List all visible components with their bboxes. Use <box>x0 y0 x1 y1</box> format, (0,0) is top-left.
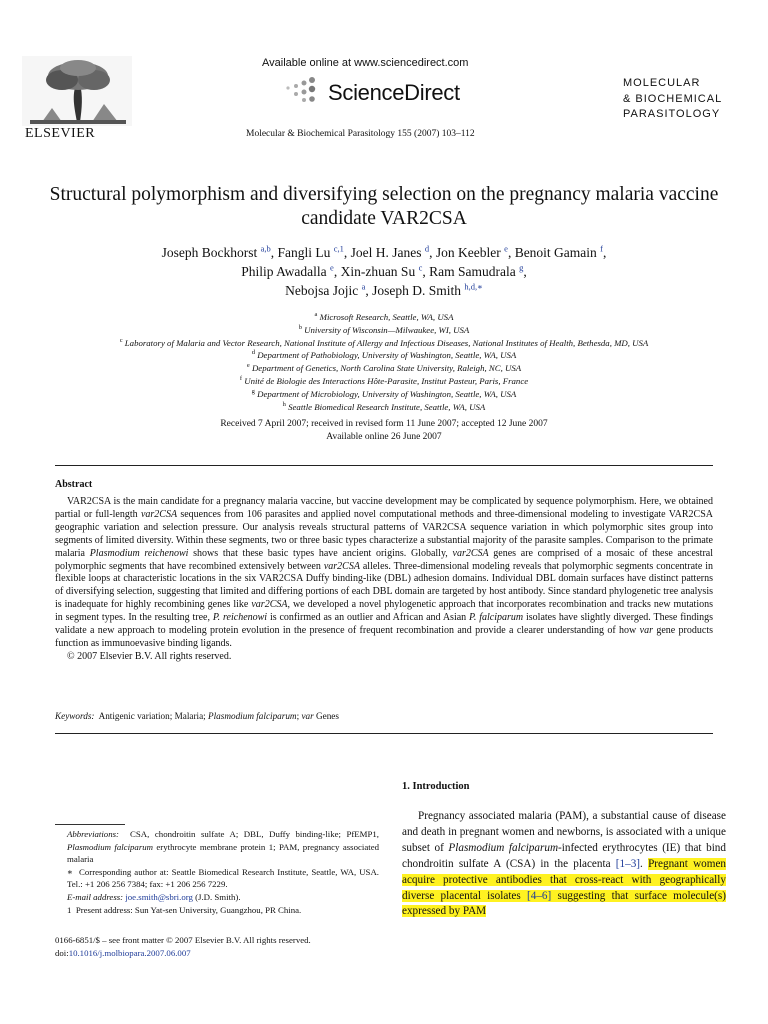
author-name: Philip Awadalla <box>241 264 331 279</box>
affiliation-line <box>20 311 748 324</box>
affiliation-list <box>20 311 748 413</box>
keywords-value: Antigenic variation; Malaria; Plasmodium falciparum; var Genes <box>98 711 339 721</box>
email-link[interactable]: joe.smith@sbri.org <box>125 891 193 902</box>
author-name: Jon Keebler <box>435 245 505 260</box>
affiliation-mark: c <box>119 336 123 344</box>
footnote-mark: 1 <box>67 904 72 915</box>
keywords-label: Keywords: <box>55 711 95 721</box>
footnote-rule <box>55 824 125 825</box>
highlight-text: Pregnant women acquire protective antibodies that cross-react with geographically diverse placental isolates <box>402 857 727 902</box>
footnote-email <box>55 891 379 904</box>
issn-line: 0166-6851/$ – see front matter © 2007 Elsevier B.V. All rights reserved. <box>55 935 311 945</box>
divider-top <box>55 465 713 466</box>
author-name: Benoit Gamain <box>514 245 601 260</box>
divider-bottom <box>55 733 713 734</box>
author-separator: , <box>333 264 341 279</box>
footnote-abbreviations <box>55 828 379 866</box>
affiliation-mark: e <box>246 362 250 370</box>
affiliation-line <box>20 349 748 362</box>
author-separator: , <box>603 245 607 260</box>
abstract-text: VAR2CSA is the main candidate for a pregnancy malaria vaccine, but vaccine development may be complicated by sequence polymorphism. Here, we obtained partial or full-length var2CSA sequences from 106 parasites and applied novel computational methods and three-dimensional modeling to investigate VAR2CSA geographic variation and selection pressure. Our analysis reveals structural patterns of VAR2CSA sequence variation in which polymorphic sites group into segments of limited diversity. Within these segments, two or three basic types characterize a substantial majority of the parasite samples. Comparison to the primate malaria Plasmodium reichenowi shows that these basic types have ancient origins. Globally, var2CSA genes are comprised of a mosaic of these ancestral polymorphic segments that have recombined extensively between var2CSA alleles. Three-dimensional modeling reveals that polymorphic segments concentrate in flexible loops at characteristic locations in the six VAR2CSA Duffy binding-like (DBL) adhesion domains. Individual DBL domain surfaces have distinct patterns of diversifying selection, suggesting that limited and differing portions of each DBL domain are targeted by host antibody. Since standard phylogenetic tree analysis is inadequate for highly recombining genes like var2CSA, we developed a novel phylogenetic approach that incorporates recombination and tracks new mutations in segment types. In the resulting tree, P. reichenowi is confirmed as an outlier and African and Asian P. falciparum isolates have slightly diverged. These findings validate a new approach to modeling protein evolution in the presence of frequent recombination and provide a clearer understanding of how var gene products function as immunoevasive binding ligands. <box>55 496 714 649</box>
doi-label: doi: <box>55 947 69 958</box>
footnote-mark: ∗ <box>67 866 73 877</box>
author-name: Ram Samudrala <box>429 264 520 279</box>
affiliation-text: Department of Microbiology, University of Washington, Seattle, WA, USA <box>254 388 517 399</box>
abstract-body <box>55 496 713 664</box>
affiliation-line <box>20 388 748 401</box>
affiliation-mark: b <box>298 323 302 331</box>
author-affiliation-mark[interactable]: c,1 <box>333 243 344 254</box>
footnote-label: Abbreviations: <box>67 829 119 839</box>
author-affiliation-mark[interactable]: h,d,∗ <box>464 281 483 292</box>
affiliation-line <box>20 362 748 375</box>
author-name: Xin-zhuan Su <box>340 264 419 279</box>
affiliation-text: Department of Pathobiology, University of Washington, Seattle, WA, USA <box>255 350 517 361</box>
affiliation-text: University of Wisconsin—Milwaukee, WI, USA <box>301 324 470 335</box>
author-affiliation-mark[interactable]: e <box>504 243 508 254</box>
journal-name-line: & BIOCHEMICAL <box>623 92 723 105</box>
author-separator: , <box>523 264 527 279</box>
footnote-corresponding <box>55 866 379 891</box>
journal-citation: Molecular & Biochemical Parasitology 155 (2007) 103–112 <box>246 129 475 139</box>
available-online-text[interactable]: Available online at www.sciencedirect.com <box>262 57 469 69</box>
author-affiliation-mark[interactable]: g <box>519 262 524 273</box>
author-name: Nebojsa Jojic <box>285 283 362 298</box>
section-heading-introduction: 1. Introduction <box>402 781 470 792</box>
author-affiliation-mark[interactable]: f <box>600 243 604 254</box>
author-separator: , <box>429 245 436 260</box>
affiliation-line <box>20 375 748 388</box>
author-separator: , <box>365 283 373 298</box>
journal-name-line: MOLECULAR <box>623 77 701 89</box>
introduction-body <box>402 809 726 920</box>
intro-text: Pregnancy associated malaria (PAM), a substantial cause of disease and death in pregnant women and newborns, is associated with a unique subset of <box>402 810 726 854</box>
bottom-info <box>55 934 311 959</box>
affiliation-mark: g <box>251 387 255 395</box>
affiliation-mark: f <box>239 375 243 383</box>
author-separator: , <box>343 245 351 260</box>
affiliation-line <box>20 401 748 414</box>
introduction-paragraph <box>402 809 726 920</box>
doi-line <box>55 947 311 960</box>
received-dates: Received 7 April 2007; received in revised form 11 June 2007; accepted 12 June 2007 <box>220 419 548 429</box>
author-affiliation-mark[interactable]: a <box>361 281 366 292</box>
keywords <box>55 711 339 721</box>
publisher-name: ELSEVIER <box>25 126 96 141</box>
sciencedirect-logo-text: ScienceDirect <box>328 80 460 105</box>
footnote-abbrev-text: CSA, chondroitin sulfate A; DBL, Duffy binding-like; PfEMP1, Plasmodium falciparum erythrocyte membrane protein 1; PAM, pregnancy associated malaria <box>67 829 379 865</box>
intro-text: -infected erythrocytes (IE) that bind chondroitin sulfate A (CSA) in the placenta <box>402 841 726 870</box>
affiliation-text: Unité de Biologie des Interactions Hôte-Parasite, Institut Pasteur, Paris, France <box>242 375 529 386</box>
abstract-heading: Abstract <box>55 479 93 490</box>
footnote-present-address <box>55 904 379 917</box>
journal-name-line: PARASITOLOGY <box>623 108 721 120</box>
journal-name <box>623 76 722 123</box>
intro-italic: Plasmodium falciparum <box>448 841 559 854</box>
affiliation-text: Seattle Biomedical Research Institute, Seattle, WA, USA <box>285 401 486 412</box>
affiliation-text: Laboratory of Malaria and Vector Research, National Institute of Allergy and Infectious Diseases, National Institutes of Health, Bethesda, MD, USA <box>122 337 649 348</box>
available-date: Available online 26 June 2007 <box>326 431 442 442</box>
footnote-text: Present address: Sun Yat-sen University, Guangzhou, PR China. <box>75 904 302 915</box>
author-separator: , <box>422 264 430 279</box>
affiliation-mark: a <box>314 311 318 319</box>
author-name: Fangli Lu <box>277 245 334 260</box>
citation-link[interactable]: [1–3] <box>615 857 641 870</box>
sciencedirect-dots-icon <box>282 74 322 104</box>
highlight-text: suggesting that surface molecule(s) expressed by PAM <box>402 889 726 918</box>
author-affiliation-mark[interactable]: a,b <box>260 243 271 254</box>
article-title: Structural polymorphism and diversifying selection on the pregnancy malaria vaccine candidate VAR2CSA <box>49 184 719 229</box>
footnote-text: (J.D. Smith). <box>195 891 241 902</box>
article-dates <box>40 418 728 443</box>
author-affiliation-mark[interactable]: d <box>424 243 430 254</box>
citation-link[interactable]: [4–6] <box>527 889 552 902</box>
affiliation-text: Department of Genetics, North Carolina State University, Raleigh, NC, USA <box>249 363 522 374</box>
intro-text: . <box>640 857 649 870</box>
affiliation-line <box>20 324 748 337</box>
author-list <box>40 243 728 300</box>
affiliation-text: Microsoft Research, Seattle, WA, USA <box>317 312 454 322</box>
author-affiliation-mark[interactable]: c <box>418 262 423 273</box>
abstract-copyright: © 2007 Elsevier B.V. All rights reserved. <box>67 650 232 662</box>
author-name: Joseph Bockhorst <box>161 245 261 260</box>
author-affiliation-mark[interactable]: e <box>330 262 334 273</box>
affiliation-mark: h <box>282 400 286 408</box>
doi-link[interactable]: 10.1016/j.molbiopara.2007.06.007 <box>68 947 191 958</box>
affiliation-mark: d <box>251 349 255 357</box>
footnotes <box>55 828 379 916</box>
author-separator: , <box>270 245 278 260</box>
footnote-label: E-mail address: <box>67 891 124 902</box>
affiliation-line <box>20 337 748 350</box>
author-name: Joseph D. Smith <box>372 283 465 298</box>
author-separator: , <box>507 245 515 260</box>
footnote-text: Corresponding author at: Seattle Biomedical Research Institute, Seattle, WA, USA. Tel.: +1 206 256 7384; fax: +1 206 256 7229. <box>67 866 379 890</box>
author-name: Joel H. Janes <box>350 245 425 260</box>
